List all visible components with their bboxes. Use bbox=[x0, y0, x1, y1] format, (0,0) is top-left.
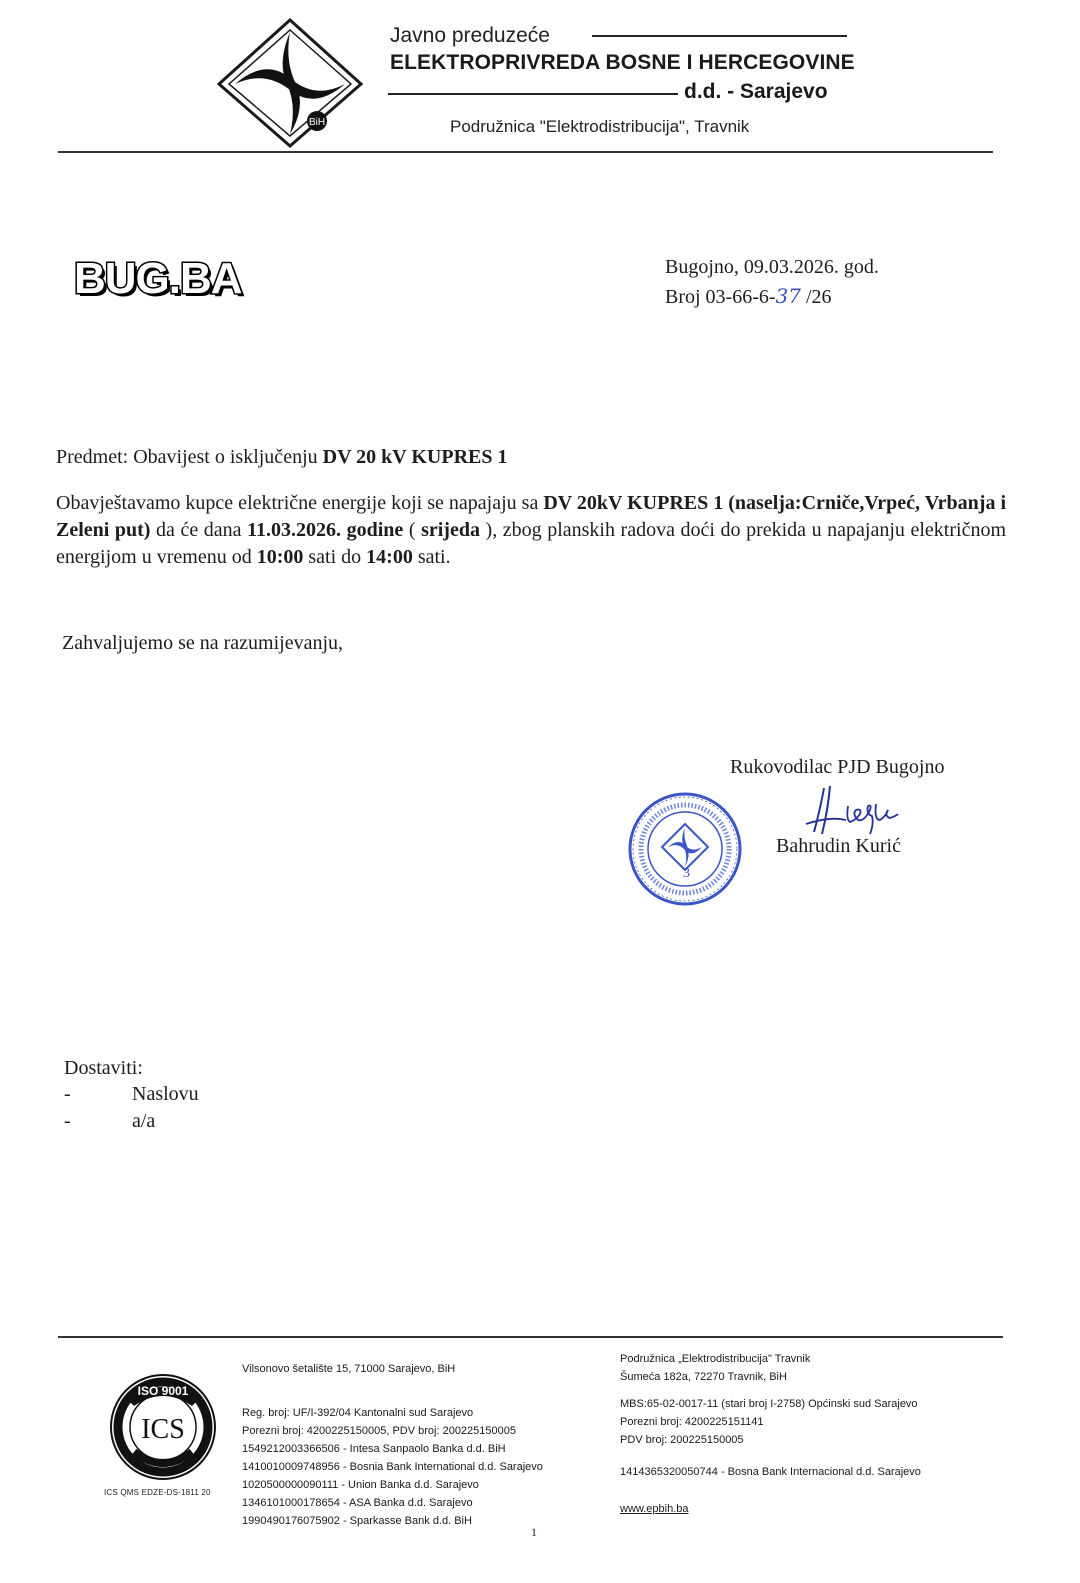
letterhead-legal-form: d.d. - Sarajevo bbox=[684, 80, 828, 103]
footer-branch-registration bbox=[620, 1395, 918, 1449]
document-number-handwritten: 37 bbox=[775, 284, 801, 308]
footer-bank-line: 1549212003366506 - Intesa Sanpaolo Banka d.d. BiH bbox=[242, 1443, 506, 1455]
company-logo bbox=[215, 18, 365, 148]
letterhead-company-name: ELEKTROPRIVREDA BOSNE I HERCEGOVINE bbox=[390, 51, 855, 74]
para-time-start: 10:00 bbox=[256, 546, 304, 568]
delivery-item bbox=[64, 1110, 155, 1133]
svg-text:BiH: BiH bbox=[308, 117, 326, 128]
footer-bank-line: 1410010009748956 - Bosnia Bank International d.d. Sarajevo bbox=[242, 1461, 543, 1473]
delivery-item-label: a/a bbox=[132, 1110, 156, 1132]
official-stamp bbox=[626, 790, 744, 908]
subject-line bbox=[56, 446, 507, 469]
para-date-intro: da će dana bbox=[150, 519, 248, 541]
footer-branch-address: Šumeća 182a, 72270 Travnik, BiH bbox=[620, 1371, 787, 1383]
letterhead-rule-bottom bbox=[388, 93, 678, 95]
signatory-name: Bahrudin Kurić bbox=[776, 835, 901, 857]
footer-bank-line: 1990490176075902 - Sparkasse Bank d.d. BiH bbox=[242, 1515, 472, 1527]
iso-logo-text: ICS bbox=[141, 1414, 185, 1445]
page-number: 1 bbox=[531, 1525, 537, 1539]
footer-reg-line: Reg. broj: UF/I-392/04 Kantonalni sud Sarajevo bbox=[242, 1407, 474, 1419]
delivery-item-dash: - bbox=[64, 1083, 71, 1105]
footer-website-link[interactable]: www.epbih.ba bbox=[620, 1503, 689, 1515]
handwritten-signature bbox=[800, 780, 920, 840]
subject-line-name: DV 20 kV KUPRES 1 bbox=[322, 446, 508, 468]
delivery-title: Dostaviti: bbox=[64, 1057, 143, 1079]
letterhead-rule-top bbox=[592, 35, 847, 37]
footer-registration-block bbox=[242, 1404, 543, 1530]
para-paren-open: ( bbox=[403, 519, 422, 541]
para-reason: ), zbog planskih radova doći do prekida u napajanju električnom energijom u vremenu od bbox=[56, 519, 1007, 568]
footer-mbs-line: MBS:65-02-0017-11 (stari broj I-2758) Općinski sud Sarajevo bbox=[620, 1398, 918, 1410]
letterhead-line1: Javno preduzeće bbox=[390, 24, 550, 47]
signatory-title: Rukovodilac PJD Bugojno bbox=[730, 756, 945, 778]
footer-separator bbox=[58, 1336, 1003, 1338]
iso-code: ICS QMS EDZE-DS-1811 20 bbox=[104, 1488, 211, 1497]
letterhead-branch: Podružnica "Elektrodistribucija", Travnik bbox=[450, 117, 750, 136]
subject-label: Predmet: Obavijest o isključenju bbox=[56, 446, 323, 468]
stamp-number: 3 bbox=[683, 866, 690, 881]
footer-branch-tax-line: Porezni broj: 4200225151141 bbox=[620, 1416, 764, 1428]
footer-address: Vilsonovo šetalište 15, 71000 Sarajevo, BiH bbox=[242, 1363, 456, 1375]
footer-branch-bank: 1414365320050744 - Bosna Bank Internacional d.d. Sarajevo bbox=[620, 1466, 921, 1478]
para-intro: Obavještavamo kupce električne energije koji se napajaju sa bbox=[56, 492, 544, 514]
closing-line: Zahvaljujemo se na razumijevanju, bbox=[62, 632, 344, 654]
document-number-prefix: Broj 03-66-6- bbox=[665, 286, 776, 308]
footer-branch-name: Podružnica „Elektrodistribucija" Travnik bbox=[620, 1353, 811, 1365]
para-end: sati. bbox=[412, 546, 451, 568]
footer-bank-line: 1346101000178654 - ASA Banka d.d. Sarajevo bbox=[242, 1497, 473, 1509]
notice-paragraph bbox=[56, 490, 1006, 571]
para-weekday: srijeda bbox=[421, 519, 480, 541]
footer-branch-vat-line: PDV broj: 200225150005 bbox=[620, 1434, 744, 1446]
document-date: Bugojno, 09.03.2026. god. bbox=[665, 256, 879, 278]
para-time-between: sati do bbox=[303, 546, 367, 568]
delivery-item-dash: - bbox=[64, 1110, 71, 1132]
para-date: 11.03.2026. godine bbox=[247, 519, 404, 541]
para-line-area: DV 20kV KUPRES 1 (naselja:Crniče,Vrpeć, Vrbanja i Zeleni put) bbox=[56, 492, 1007, 541]
footer-tax-line: Porezni broj: 4200225150005, PDV broj: 200225150005 bbox=[242, 1425, 516, 1437]
footer-branch-block bbox=[620, 1350, 810, 1386]
delivery-item bbox=[64, 1083, 199, 1106]
iso-certification-logo bbox=[108, 1372, 218, 1482]
letterhead-separator bbox=[58, 151, 993, 153]
watermark-logo: BUG.BA bbox=[74, 254, 242, 303]
para-time-end: 14:00 bbox=[366, 546, 413, 568]
document-number-suffix: /26 bbox=[801, 286, 832, 308]
document-number bbox=[665, 284, 832, 309]
iso-label: ISO 9001 bbox=[137, 1384, 189, 1398]
delivery-item-label: Naslovu bbox=[132, 1083, 199, 1105]
footer-bank-line: 1020500000090111 - Union Banka d.d. Sarajevo bbox=[242, 1479, 479, 1491]
